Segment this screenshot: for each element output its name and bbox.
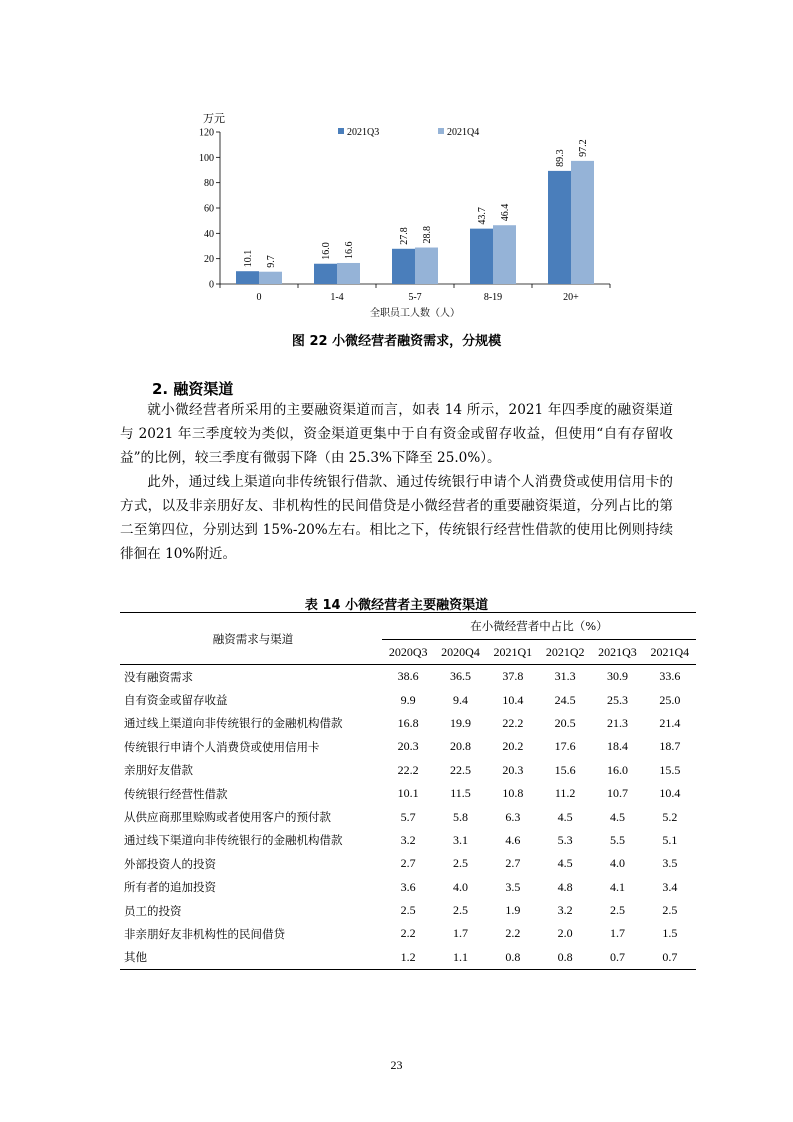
table-cell: 10.7 bbox=[606, 786, 628, 801]
row-label: 亲朋好友借款 bbox=[124, 763, 193, 778]
y-tick-label: 20 bbox=[204, 254, 214, 266]
table-cell: 10.4 bbox=[502, 692, 524, 707]
table-cell: 33.6 bbox=[659, 669, 681, 684]
table-cell: 5.5 bbox=[609, 832, 625, 847]
bar-2021q4-5-7 bbox=[415, 248, 438, 284]
table-cell: 10.4 bbox=[659, 786, 681, 801]
table-row bbox=[120, 805, 696, 828]
table-cell: 11.5 bbox=[450, 786, 471, 801]
y-tick-label: 100 bbox=[199, 152, 214, 164]
legend-swatch bbox=[438, 128, 444, 134]
table-cell: 2.2 bbox=[400, 926, 416, 941]
table-row bbox=[120, 922, 696, 945]
table-cell: 3.5 bbox=[505, 879, 521, 894]
table-row bbox=[120, 946, 696, 970]
table-row bbox=[120, 876, 696, 899]
table-cell: 4.5 bbox=[557, 856, 573, 871]
column-header: 2021Q3 bbox=[591, 640, 643, 665]
table-cell: 9.9 bbox=[400, 692, 416, 707]
table-row bbox=[120, 735, 696, 758]
table-cell: 1.2 bbox=[400, 949, 416, 964]
table-cell: 10.1 bbox=[397, 786, 419, 801]
table-cell: 22.2 bbox=[502, 715, 524, 730]
table-row bbox=[120, 899, 696, 922]
table-cell: 4.1 bbox=[609, 879, 625, 894]
row-label: 通过线上渠道向非传统银行的金融机构借款 bbox=[124, 716, 343, 731]
column-header: 2021Q4 bbox=[644, 640, 696, 665]
table-cell: 30.9 bbox=[606, 669, 628, 684]
table-cell: 3.5 bbox=[662, 856, 678, 871]
table-cell: 9.4 bbox=[452, 692, 468, 707]
table-cell: 2.7 bbox=[400, 856, 416, 871]
table-cell: 2.0 bbox=[557, 926, 573, 941]
table-cell: 2.5 bbox=[400, 903, 416, 918]
table-cell: 20.3 bbox=[397, 739, 419, 754]
table-cell: 0.7 bbox=[662, 949, 678, 964]
bar-2021q3-5-7 bbox=[392, 249, 415, 284]
y-unit-label: 万元 bbox=[203, 113, 225, 125]
table-cell: 24.5 bbox=[554, 692, 576, 707]
table-cell: 20.5 bbox=[554, 715, 576, 730]
table-row bbox=[120, 759, 696, 782]
x-tick-label: 0 bbox=[256, 292, 262, 303]
table-cell: 3.1 bbox=[452, 832, 468, 847]
section-heading: 2. 融资渠道 bbox=[152, 380, 234, 398]
row-label: 通过线下渠道向非传统银行的金融机构借款 bbox=[124, 833, 343, 848]
table-cell: 5.7 bbox=[400, 809, 416, 824]
table-cell: 18.7 bbox=[659, 739, 681, 754]
table-cell: 1.1 bbox=[452, 949, 468, 964]
table-cell: 2.7 bbox=[505, 856, 521, 871]
data-label: 46.4 bbox=[500, 203, 511, 222]
table-cell: 1.5 bbox=[662, 926, 678, 941]
table-cell: 2.5 bbox=[452, 856, 468, 871]
row-label: 没有融资需求 bbox=[124, 669, 193, 684]
bar-2021q3-20+ bbox=[548, 171, 571, 284]
y-tick-label: 120 bbox=[199, 127, 214, 139]
table-cell: 3.4 bbox=[662, 879, 678, 894]
table-cell: 3.2 bbox=[400, 832, 416, 847]
x-tick-label: 5-7 bbox=[408, 292, 422, 303]
table-cell: 2.5 bbox=[609, 903, 625, 918]
table-cell: 1.9 bbox=[505, 903, 521, 918]
data-label: 89.3 bbox=[555, 149, 566, 167]
page-number: 23 bbox=[390, 1058, 403, 1072]
table-cell: 5.8 bbox=[452, 809, 468, 824]
table-cell: 15.5 bbox=[659, 762, 681, 777]
bar-2021q3-0 bbox=[236, 271, 259, 284]
column-header: 2021Q2 bbox=[539, 640, 591, 665]
table-cell: 22.2 bbox=[397, 762, 419, 777]
row-label: 非亲朋好友非机构性的民间借贷 bbox=[124, 926, 285, 941]
table-cell: 3.6 bbox=[400, 879, 416, 894]
column-header: 2021Q1 bbox=[487, 640, 539, 665]
table-cell: 15.6 bbox=[554, 762, 576, 777]
table-row bbox=[120, 688, 696, 711]
table-cell: 17.6 bbox=[554, 739, 576, 754]
table-row bbox=[120, 665, 696, 689]
table-cell: 4.8 bbox=[557, 879, 573, 894]
legend-swatch bbox=[338, 128, 344, 134]
table-cell: 20.3 bbox=[502, 762, 524, 777]
table-cell: 21.3 bbox=[606, 715, 628, 730]
table-cell: 37.8 bbox=[502, 669, 524, 684]
table-row bbox=[120, 782, 696, 805]
bar-chart bbox=[180, 108, 620, 323]
data-label: 28.8 bbox=[422, 226, 433, 244]
table-cell: 4.0 bbox=[452, 879, 468, 894]
table-cell: 2.5 bbox=[662, 903, 678, 918]
y-tick-label: 80 bbox=[204, 178, 214, 190]
table-cell: 20.8 bbox=[449, 739, 471, 754]
table-caption: 表 14 小微经营者主要融资渠道 bbox=[304, 598, 489, 613]
table-cell: 10.8 bbox=[502, 786, 524, 801]
legend-entry: 2021Q4 bbox=[447, 127, 480, 138]
x-tick-label: 20+ bbox=[563, 292, 579, 303]
data-label: 27.8 bbox=[399, 227, 410, 245]
table-cell: 6.3 bbox=[505, 809, 521, 824]
table-cell: 2.5 bbox=[452, 903, 468, 918]
row-label: 传统银行经营性借款 bbox=[124, 786, 228, 801]
row-label: 从供应商那里赊购或者使用客户的预付款 bbox=[124, 810, 331, 825]
table-cell: 18.4 bbox=[606, 739, 628, 754]
span-header: 在小微经营者中占比（%） bbox=[382, 613, 696, 640]
table-cell: 19.9 bbox=[449, 715, 471, 730]
table-cell: 22.5 bbox=[449, 762, 471, 777]
x-tick-label: 8-19 bbox=[483, 292, 503, 303]
row-label: 外部投资人的投资 bbox=[124, 856, 216, 871]
table-cell: 5.2 bbox=[662, 809, 678, 824]
table-cell: 38.6 bbox=[397, 669, 419, 684]
row-label: 自有资金或留存收益 bbox=[124, 693, 228, 708]
column-header: 2020Q4 bbox=[434, 640, 486, 665]
row-header: 融资需求与渠道 bbox=[120, 613, 382, 665]
table-cell: 2.2 bbox=[505, 926, 521, 941]
table-cell: 4.5 bbox=[557, 809, 573, 824]
column-header: 2020Q3 bbox=[382, 640, 434, 665]
row-label: 传统银行申请个人消费贷或使用信用卡 bbox=[124, 739, 320, 754]
table-cell: 0.8 bbox=[557, 949, 573, 964]
bar-2021q4-20+ bbox=[571, 161, 594, 284]
y-tick-label: 60 bbox=[204, 203, 214, 215]
row-label: 所有者的追加投资 bbox=[124, 880, 216, 895]
table-cell: 4.6 bbox=[505, 832, 521, 847]
table-cell: 3.2 bbox=[557, 903, 573, 918]
figure-caption: 图 22 小微经营者融资需求，分规模 bbox=[291, 334, 502, 349]
data-label: 9.7 bbox=[266, 255, 277, 268]
row-label: 其他 bbox=[124, 950, 147, 965]
table-cell: 0.8 bbox=[505, 949, 521, 964]
table-cell: 4.0 bbox=[609, 856, 625, 871]
table-cell: 31.3 bbox=[554, 669, 576, 684]
table-cell: 16.0 bbox=[606, 762, 628, 777]
legend-entry: 2021Q3 bbox=[347, 127, 380, 138]
table-cell: 1.7 bbox=[609, 926, 625, 941]
data-label: 97.2 bbox=[578, 139, 589, 157]
table-cell: 25.0 bbox=[659, 692, 681, 707]
table-row bbox=[120, 852, 696, 875]
table-cell: 20.2 bbox=[502, 739, 524, 754]
table-cell: 4.5 bbox=[609, 809, 625, 824]
x-axis-title: 全职员工人数（人） bbox=[370, 308, 460, 319]
x-tick-label: 1-4 bbox=[330, 292, 344, 303]
financing-channels-table bbox=[120, 612, 696, 970]
data-label: 16.6 bbox=[344, 241, 355, 259]
row-label: 员工的投资 bbox=[124, 903, 182, 918]
table-cell: 0.7 bbox=[609, 949, 625, 964]
bar-2021q3-1-4 bbox=[314, 264, 337, 284]
data-label: 43.7 bbox=[477, 207, 488, 225]
data-label: 10.1 bbox=[243, 249, 254, 268]
table-cell: 5.3 bbox=[557, 832, 573, 847]
y-tick-label: 40 bbox=[204, 228, 214, 240]
bar-2021q3-8-19 bbox=[470, 229, 493, 284]
bar-2021q4-8-19 bbox=[493, 225, 516, 284]
bar-2021q4-0 bbox=[259, 272, 282, 284]
table-cell: 25.3 bbox=[606, 692, 628, 707]
table-cell: 21.4 bbox=[659, 715, 681, 730]
y-tick-label: 0 bbox=[209, 279, 214, 291]
table-cell: 11.2 bbox=[554, 786, 576, 801]
bar-2021q4-1-4 bbox=[337, 263, 360, 284]
data-label: 16.0 bbox=[321, 242, 332, 260]
table-cell: 16.8 bbox=[397, 715, 419, 730]
paragraph-2: 此外，通过线上渠道向非传统银行借款、通过传统银行申请个人消费贷或使用信用卡的方式，以及非亲朋好友、非机构性的民间借贷是小微经营者的重要融资渠道，分列占比的第二至第四位，分别达到 15%-20%左右。相比之下，传统银行经营性借款的使用比例则持续徘徊在 10%附近。 bbox=[120, 474, 673, 562]
table-row bbox=[120, 829, 696, 852]
table-cell: 36.5 bbox=[449, 669, 471, 684]
paragraph-1: 就小微经营者所采用的主要融资渠道而言，如表 14 所示，2021 年四季度的融资渠道与 2021 年三季度较为类似，资金渠道更集中于自有资金或留存收益，但使用“自有存留收益”的比例，较三季度有微弱下降（由 25.3%下降至 25.0%）。 bbox=[120, 402, 673, 466]
table-row bbox=[120, 712, 696, 735]
table-cell: 1.7 bbox=[452, 926, 468, 941]
table-cell: 5.1 bbox=[662, 832, 678, 847]
